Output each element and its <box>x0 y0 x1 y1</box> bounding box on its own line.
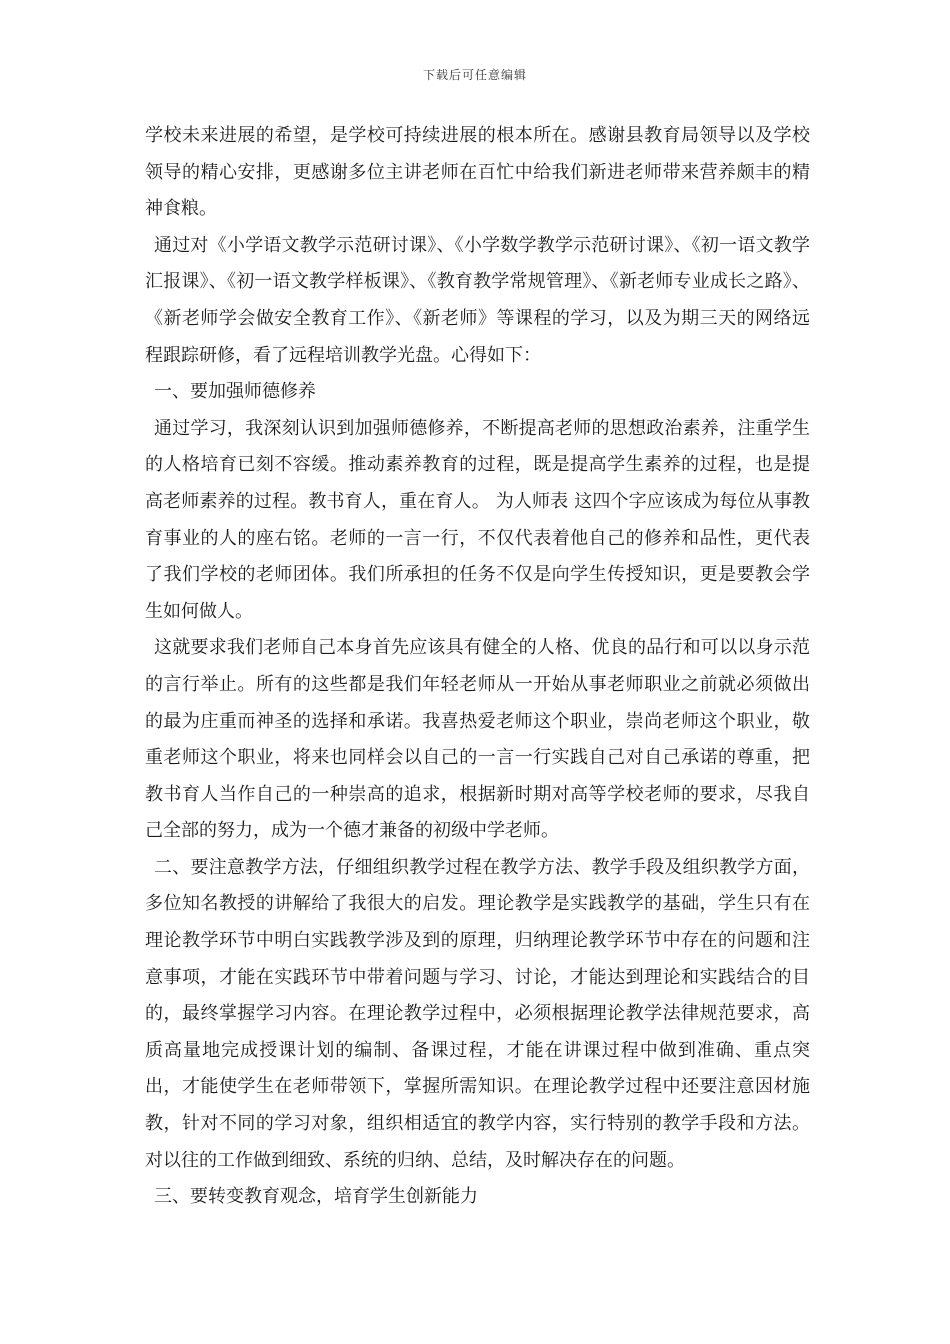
document-body <box>145 118 810 1216</box>
paragraph-ethics: 通过学习，我深刻认识到加强师德修养，不断提高老师的思想政治素养，注重学生的人格培育已刻不容缓。推动素养教育的过程，既是提高学生素养的过程，也是提高老师素养的过程。教书育人，重在育人。 为人师表 这四个字应该成为每位从事教育事业的人的座右铭。老师的一言一行，不仅代表着他自己的修养和品性，更代表了我们学校的老师团体。我们所承担的任务不仅是向学生传授知识，更是要教会学生如何做人。 <box>145 417 810 622</box>
section-heading-1: 一、要加强师德修养 <box>154 381 316 403</box>
paragraph-courses: 通过对《小学语文教学示范研讨课》、《小学数学教学示范研讨课》、《初一语文教学汇报课》、《初一语文教学样板课》、《教育教学常规管理》、《新老师专业成长之路》、《新老师学会做安全教育工作》、《新老师》等课程的学习，以及为期三天的网络远程跟踪研修，看了远程培训教学光盘。心得如下： <box>145 234 810 366</box>
paragraph-personality: 这就要求我们老师自己本身首先应该具有健全的人格、优良的品行和可以以身示范的言行举止。所有的这些都是我们年轻老师从一开始从事老师职业之前就必须做出的最为庄重而神圣的选择和承诺。我喜热爱老师这个职业，崇尚老师这个职业，敬重老师这个职业，将来也同样会以自己的一言一行实践自己对自己承诺的尊重，把教书育人当作自己的一种崇高的追求，根据新时期对高等学校老师的要求，尽我自己全部的努力，成为一个德才兼备的初级中学老师。 <box>145 637 810 842</box>
section-heading-3: 三、要转变教育观念，培育学生创新能力 <box>154 1186 478 1208</box>
paragraph-teaching-methods: 二、要注意教学方法，仔细组织教学过程在教学方法、教学手段及组织教学方面，多位知名教授的讲解给了我很大的启发。理论教学是实践教学的基础，学生只有在理论教学环节中明白实践教学涉及到的原理，归纳理论教学环节中存在的问题和注意事项，才能在实践环节中带着问题与学习、讨论，才能达到理论和实践结合的目的，最终掌握学习内容。在理论教学过程中，必须根据理论教学法律规范要求，高质高量地完成授课计划的编制、备课过程，才能在讲课过程中做到准确、重点突出，才能使学生在老师带领下，掌握所需知识。在理论教学过程中还要注意因材施教，针对不同的学习对象，组织相适宜的教学内容，实行特别的教学手段和方法。对以往的工作做到细致、系统的归纳、总结，及时解决存在的问题。 <box>145 856 810 1171</box>
page-header: 下载后可任意编辑 <box>422 68 527 82</box>
paragraph-intro-continuation: 学校未来进展的希望，是学校可持续进展的根本所在。感谢县教育局领导以及学校领导的精心安排，更感谢多位主讲老师在百忙中给我们新进老师带来营养颇丰的精神食粮。 <box>145 125 810 220</box>
